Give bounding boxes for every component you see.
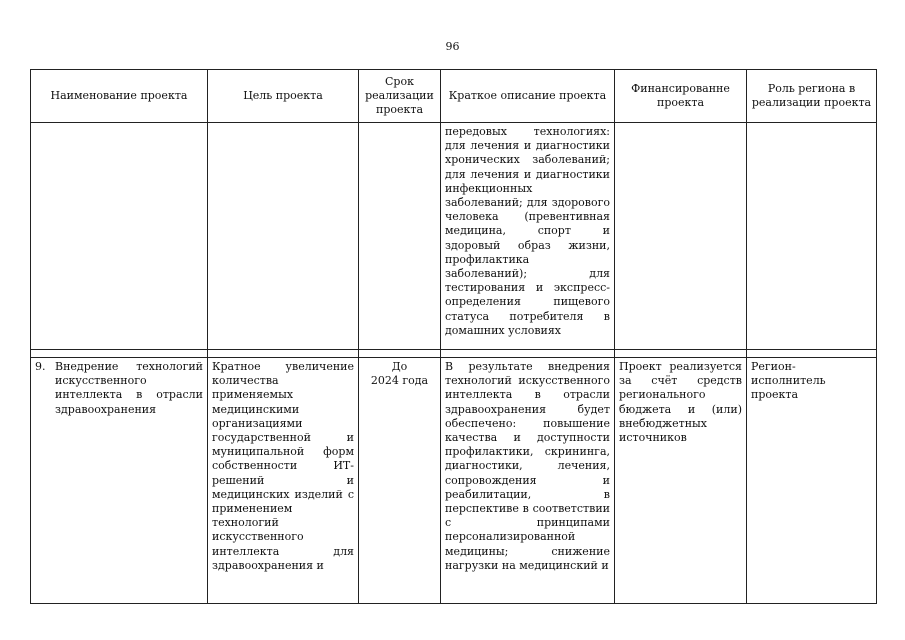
row-separator: [31, 350, 877, 358]
text-line: применяемых: [212, 388, 294, 402]
cell-name: [31, 123, 208, 350]
text-line: проекта: [751, 388, 799, 402]
text-line: диагностики, лечения,: [445, 459, 610, 473]
text-line: передовых технологиях:: [445, 125, 610, 138]
text-line: здоровый образ жизни,: [445, 238, 610, 252]
text-line: искусственного: [212, 530, 304, 544]
header-description: Краткое описание проекта: [441, 70, 615, 123]
cell-financing: [615, 123, 747, 350]
text-line: с принципами: [445, 516, 610, 530]
text-line: человека (превентивная: [445, 210, 610, 224]
text-line: медицинскими: [212, 402, 300, 416]
text-line: инфекционных: [445, 181, 533, 195]
text-line: здравоохранения будет: [445, 402, 610, 416]
text-line: профилактика: [445, 252, 530, 266]
financing-lines: [619, 360, 742, 445]
text-line: 2024 года: [370, 374, 429, 388]
text-line: реабилитации, в: [445, 487, 610, 501]
text-line: Проект реализуется: [619, 360, 742, 373]
page-number: 96: [445, 40, 460, 53]
header-term: Срок реализации проекта: [359, 70, 441, 123]
table-header-row: [31, 70, 877, 123]
text-line: здравоохранения и: [212, 558, 324, 572]
cell-term: [359, 358, 441, 604]
header-region-role: Роль региона в реализации проекта: [747, 70, 877, 123]
name-lines: [55, 360, 203, 417]
goal-lines: [212, 360, 354, 573]
text-line: статуса потребителя в: [445, 309, 610, 323]
cell-name: [31, 358, 208, 604]
text-line: количества: [212, 374, 279, 388]
cell-description: [441, 358, 615, 604]
header-goal: Цель проекта: [208, 70, 359, 123]
text-line: качества и доступности: [445, 431, 610, 445]
text-line: собственности ИТ-: [212, 459, 354, 473]
text-line: исполнитель: [751, 374, 826, 388]
text-line: нагрузки на медицинский и: [445, 558, 609, 572]
text-line: домашних условиях: [445, 323, 562, 337]
text-line: До: [391, 360, 408, 373]
cell-goal: [208, 358, 359, 604]
text-line: интеллекта для: [212, 544, 354, 558]
text-line: за счёт средств: [619, 374, 742, 388]
text-line: Кратное увеличение: [212, 360, 354, 373]
text-line: перспективе в соответствии: [445, 502, 610, 516]
text-line: муниципальной форм: [212, 445, 354, 459]
term-lines: [363, 360, 436, 388]
text-line: технологий искусственного: [445, 374, 610, 388]
text-line: персонализированной: [445, 530, 576, 544]
row-number: 9.: [35, 360, 46, 373]
text-line: В результате внедрения: [445, 360, 610, 373]
cell-goal: [208, 123, 359, 350]
text-line: Регион-: [751, 360, 796, 373]
text-line: медицинских изделий с: [212, 487, 354, 501]
text-line: хронических заболеваний;: [445, 153, 610, 167]
text-line: заболеваний); для: [445, 267, 610, 281]
text-line: определения пищевого: [445, 295, 610, 309]
cell-region-role: [747, 358, 877, 604]
header-financing: Финансированне проекта: [615, 70, 747, 123]
text-line: для лечения и диагностики: [445, 167, 610, 181]
region-role-lines: [751, 360, 872, 403]
text-line: бюджета и (или): [619, 402, 742, 416]
text-line: тестирования и экспресс-: [445, 281, 610, 295]
text-line: медицина, спорт и: [445, 224, 610, 238]
description-lines: [445, 125, 610, 338]
text-line: для лечения и диагностики: [445, 139, 610, 153]
description-lines: [445, 360, 610, 573]
text-line: регионального: [619, 388, 706, 402]
text-line: обеспечено: повышение: [445, 416, 610, 430]
projects-table: [30, 69, 877, 604]
cell-financing: [615, 358, 747, 604]
table-row-continued: [31, 123, 877, 350]
text-line: технологий: [212, 516, 279, 530]
text-line: заболеваний; для здорового: [445, 196, 610, 210]
text-line: сопровождения и: [445, 473, 610, 487]
text-line: решений и: [212, 473, 354, 487]
cell-description: [441, 123, 615, 350]
text-line: Внедрение технологий: [55, 360, 203, 373]
table-row-9: [31, 358, 877, 604]
text-line: источников: [619, 431, 687, 445]
text-line: интеллекта в отрасли: [55, 388, 203, 402]
cell-term: [359, 123, 441, 350]
text-line: интеллекта в отрасли: [445, 388, 610, 402]
text-line: здравоохранения: [55, 402, 157, 416]
text-line: внебюджетных: [619, 416, 708, 430]
text-line: организациями: [212, 416, 303, 430]
text-line: искусственного: [55, 374, 147, 388]
text-line: медицины; снижение: [445, 544, 610, 558]
cell-region-role: [747, 123, 877, 350]
header-name: Наименование проекта: [31, 70, 208, 123]
text-line: государственной и: [212, 431, 354, 445]
text-line: профилактики, скрининга,: [445, 445, 610, 459]
text-line: применением: [212, 502, 293, 516]
